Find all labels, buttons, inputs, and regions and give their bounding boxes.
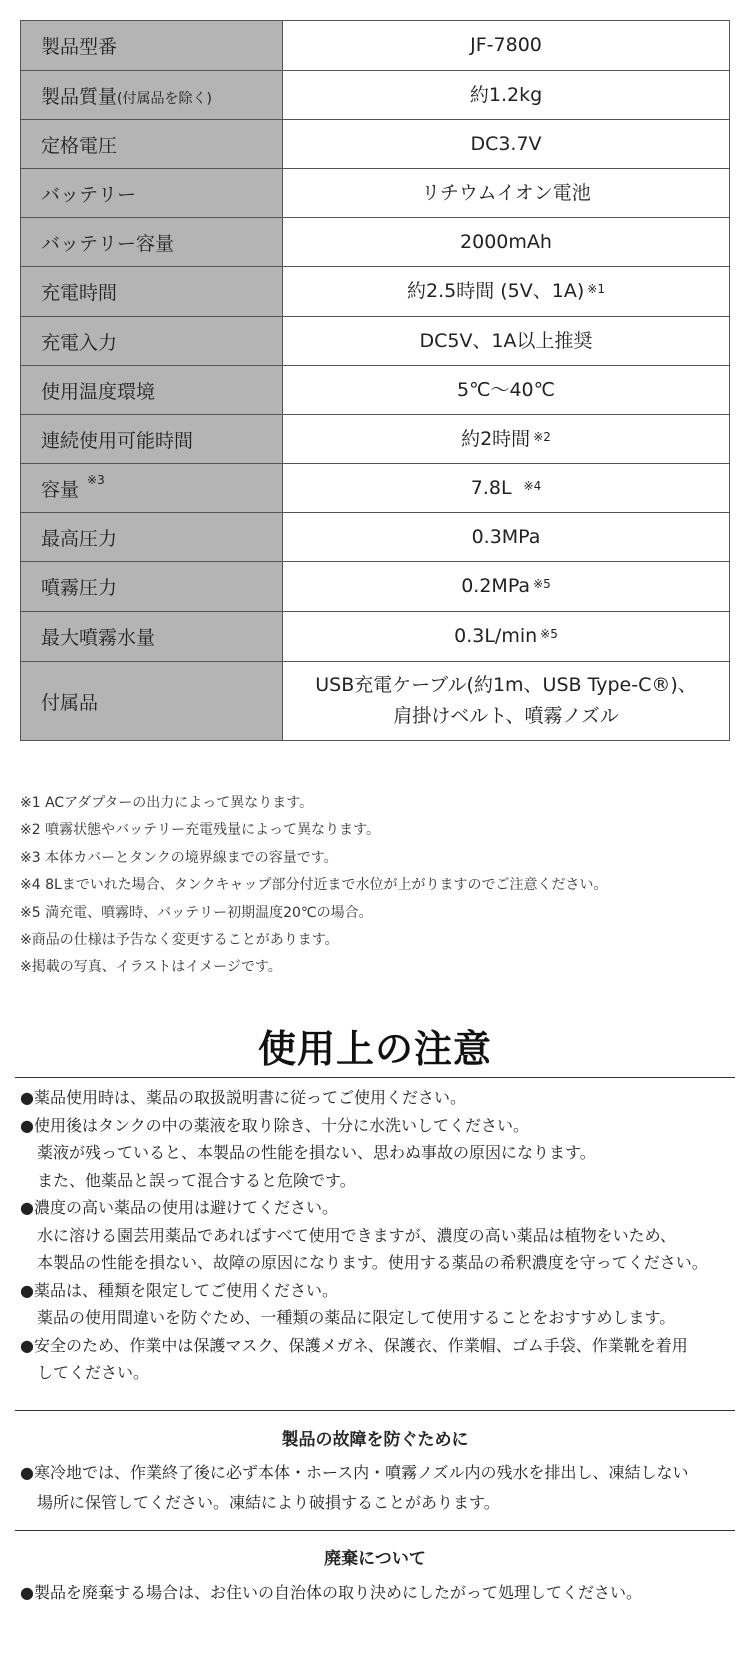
spec-row-run-time	[21, 415, 730, 464]
spec-label: 製品型番	[21, 21, 283, 71]
divider	[15, 1410, 735, 1411]
footnote-mark: ※1	[587, 282, 605, 296]
spec-value: 2000mAh	[283, 218, 730, 267]
spec-label: 容量	[41, 478, 80, 501]
spec-row-voltage	[21, 120, 730, 169]
spec-value-cell	[283, 662, 730, 741]
spec-value: DC5V、1A以上推奨	[283, 317, 730, 366]
footnote-mark: ※5	[533, 577, 551, 591]
footnote: ※5 満充電、噴霧時、バッテリー初期温度20℃の場合。	[20, 904, 373, 921]
spec-value-cell	[283, 562, 730, 612]
spec-value: USB充電ケーブル(約1m、USB Type-C®)、	[315, 674, 697, 696]
spec-row-max-spray	[21, 612, 730, 662]
spec-value-line2: 肩掛けベルト、噴霧ノズル	[393, 705, 619, 727]
caution-item: ●使用後はタンクの中の薬液を取り除き、十分に水洗いしてください。	[20, 1115, 530, 1135]
spec-label-cell	[21, 464, 283, 513]
spec-row-temperature	[21, 366, 730, 415]
spec-label: 連続使用可能時間	[21, 415, 283, 464]
spec-value: 約2.5時間 (5V、1A)	[407, 280, 585, 302]
spec-row-max-pressure	[21, 513, 730, 562]
footnote: ※2 噴霧状態やバッテリー充電残量によって異なります。	[20, 822, 380, 839]
footnote-mark: ※3	[87, 472, 105, 487]
spec-value-cell	[283, 612, 730, 662]
caution-title: 使用上の注意	[257, 1027, 492, 1071]
spec-value: 0.3MPa	[283, 513, 730, 562]
spec-value: 7.8L	[470, 476, 512, 499]
spec-table	[20, 20, 730, 741]
spec-row-model	[21, 21, 730, 71]
spec-value: JF-7800	[283, 21, 730, 71]
caution-detail: 本製品の性能を損ない、故障の原因になります。使用する薬品の希釈濃度を守ってください。	[37, 1253, 708, 1272]
breakdown-title: 製品の故障を防ぐために	[281, 1430, 469, 1450]
spec-value: 5℃～40℃	[283, 366, 730, 415]
spec-label: 使用温度環境	[21, 366, 283, 415]
spec-row-accessories	[21, 662, 730, 741]
caution-detail: また、他薬品と誤って混合すると危険です。	[37, 1170, 356, 1190]
disposal-item: ●製品を廃棄する場合は、お住いの自治体の取り決めにしたがって処理してください。	[20, 1583, 642, 1602]
caution-list	[20, 1084, 735, 1387]
spec-label: バッテリー	[21, 169, 283, 218]
spec-row-battery-capacity	[21, 218, 730, 267]
spec-row-charge-input	[21, 317, 730, 366]
spec-value: リチウムイオン電池	[283, 169, 730, 218]
caution-detail: 薬液が残っていると、本製品の性能を損ない、思わぬ事故の原因になります。	[37, 1143, 596, 1162]
spec-label: バッテリー容量	[21, 218, 283, 267]
breakdown-text	[20, 1458, 735, 1518]
spec-value: 0.3L/min	[454, 625, 538, 647]
caution-item: ●安全のため、作業中は保護マスク、保護メガネ、保護衣、作業帽、ゴム手袋、作業靴を着用	[20, 1335, 688, 1355]
spec-label: 充電入力	[21, 317, 283, 366]
footnote: ※掲載の写真、イラストはイメージです。	[20, 959, 282, 976]
spec-label: 定格電圧	[21, 120, 283, 169]
spec-label: 充電時間	[21, 267, 283, 317]
spec-label: 噴霧圧力	[21, 562, 283, 612]
spec-label: 最大噴霧水量	[21, 612, 283, 662]
spec-value: 約2時間	[461, 427, 531, 450]
spec-value: DC3.7V	[283, 120, 730, 169]
spec-row-charge-time	[21, 267, 730, 317]
footnote: ※4 8Lまでいれた場合、タンクキャップ部分付近まで水位が上がりますのでご注意ください。	[20, 877, 608, 894]
caution-item: ●薬品使用時は、薬品の取扱説明書に従ってご使用ください。	[20, 1088, 466, 1107]
spec-label-cell	[21, 71, 283, 120]
footnote-mark: ※5	[540, 627, 558, 641]
footnotes	[20, 790, 730, 982]
spec-row-spray-pressure	[21, 562, 730, 612]
spec-label: 付属品	[21, 662, 283, 741]
spec-row-weight	[21, 71, 730, 120]
footnote-mark: ※2	[533, 429, 551, 444]
caution-item: ●薬品は、種類を限定してご使用ください。	[20, 1280, 338, 1300]
spec-value-cell	[283, 415, 730, 464]
spec-value-cell	[283, 267, 730, 317]
spec-label: 最高圧力	[21, 513, 283, 562]
spec-row-battery	[21, 169, 730, 218]
footnote-mark: ※4	[523, 478, 542, 493]
spec-label: 製品質量	[41, 85, 118, 108]
disposal-text	[20, 1578, 735, 1608]
caution-item: ●濃度の高い薬品の使用は避けてください。	[20, 1198, 338, 1217]
breakdown-detail: 場所に保管してください。凍結により破損することがあります。	[37, 1493, 500, 1512]
disposal-title: 廃棄について	[324, 1549, 426, 1569]
breakdown-item: ●寒冷地では、作業終了後に必ず本体・ホース内・噴霧ノズル内の残水を排出し、凍結しない	[20, 1463, 689, 1482]
footnote: ※3 本体カバーとタンクの境界線までの容量です。	[20, 849, 338, 866]
divider	[15, 1077, 735, 1078]
caution-detail: 水に溶ける園芸用薬品であればすべて使用できますが、濃度の高い薬品は植物をいため、	[37, 1225, 677, 1245]
spec-value-cell	[283, 464, 730, 513]
spec-value: 約1.2kg	[283, 71, 730, 120]
spec-label-suffix: (付属品を除く)	[117, 90, 212, 107]
footnote: ※1 ACアダプターの出力によって異なります。	[20, 795, 314, 811]
caution-detail: してください。	[37, 1363, 150, 1382]
spec-row-capacity	[21, 464, 730, 513]
spec-value: 0.2MPa	[461, 575, 531, 597]
caution-detail: 薬品の使用間違いを防ぐため、一種類の薬品に限定して使用することをおすすめします。	[37, 1308, 676, 1327]
footnote: ※商品の仕様は予告なく変更することがあります。	[20, 931, 339, 948]
divider	[15, 1530, 735, 1531]
